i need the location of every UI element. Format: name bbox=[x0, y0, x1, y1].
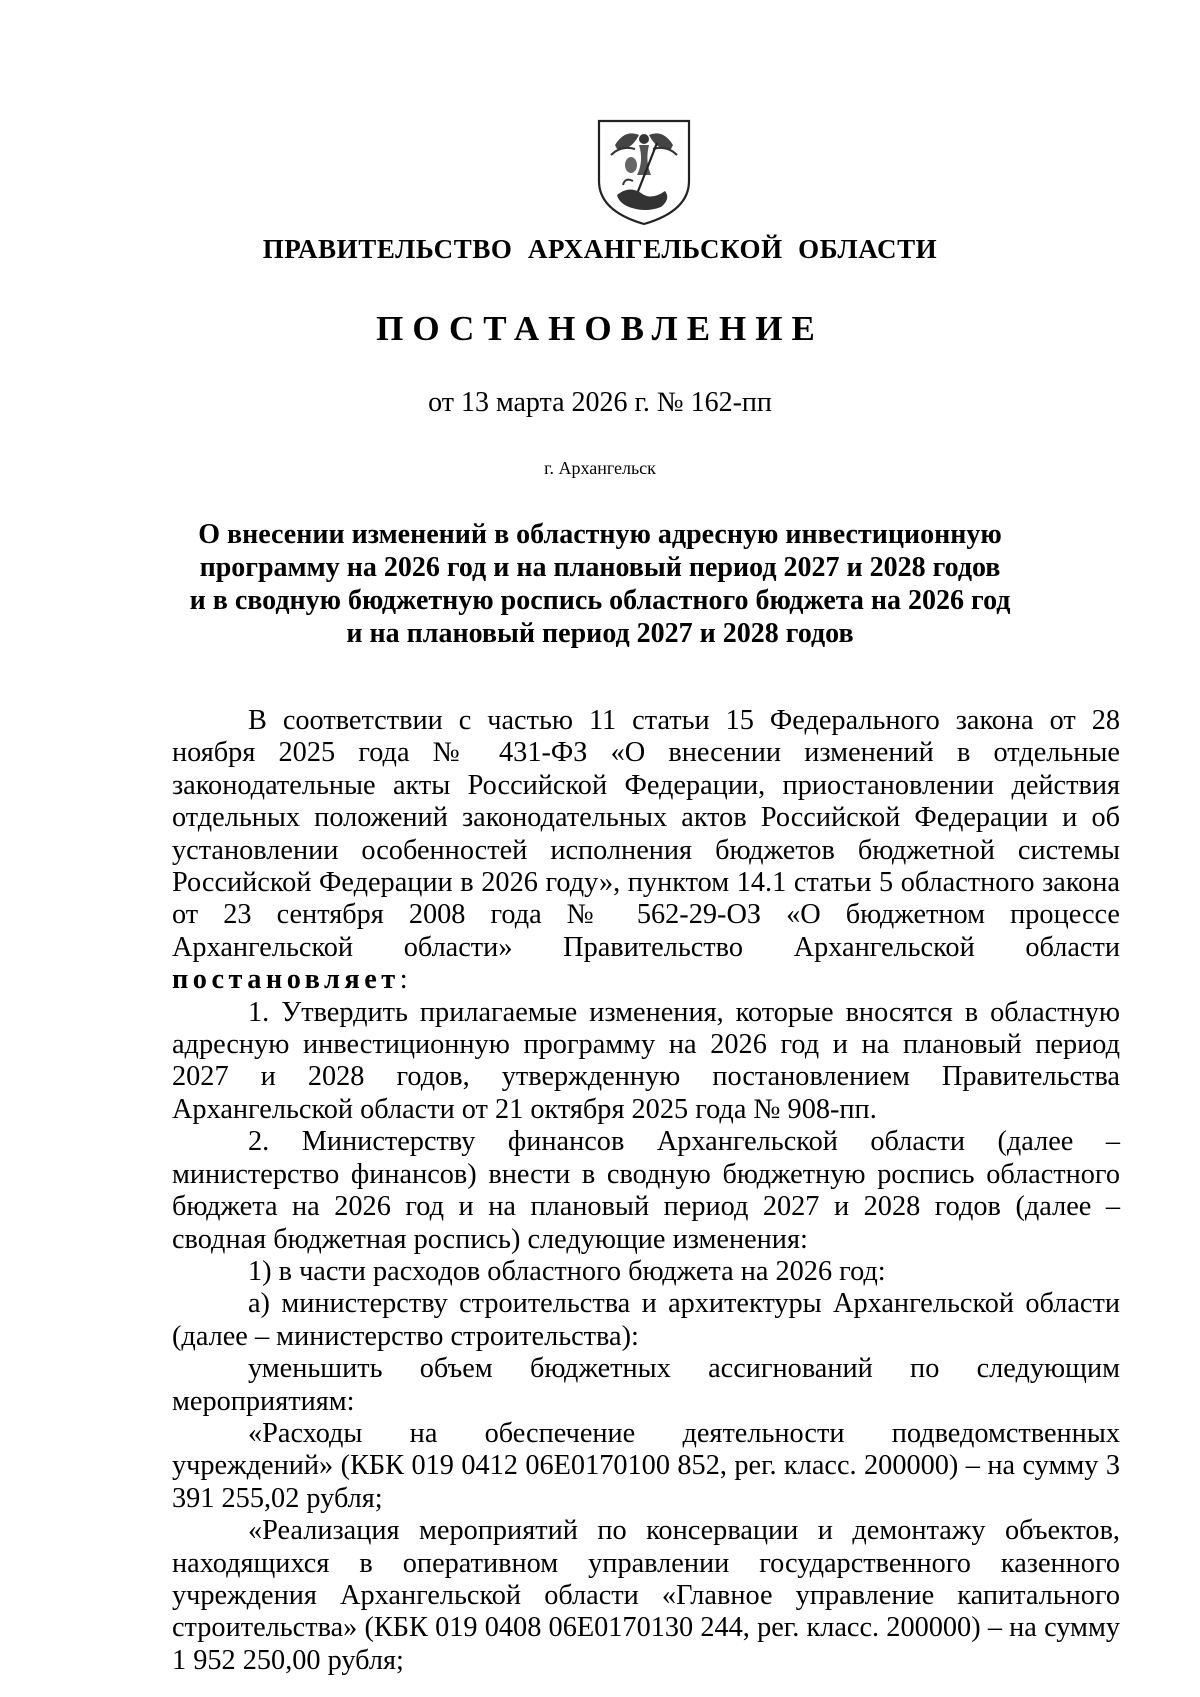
preamble-paragraph bbox=[172, 705, 1120, 997]
heading-line: и в сводную бюджетную роспись областного бюджета на 2026 год bbox=[189, 585, 1011, 616]
paragraph-item-2-1: 1) в части расходов областного бюджета на 2026 год: bbox=[248, 1255, 886, 1287]
arkhangelsk-coat-of-arms-icon bbox=[595, 115, 693, 227]
preamble-text: В соответствии с частью 11 статьи 15 Федерального закона от 28 ноября 2025 года № 431-ФЗ «О внесении изменений в отдельные законодательные акты Российской Федерации, приостановлении действия отдельных положений законодательных актов Российской Федерации и об установлении особенностей исполнения бюджетов бюджетной системы Российской Федерации в 2026 году», пунктом 14.1 статьи 5 областного закона от 23 сентября 2008 года № 562-29-ОЗ «О бюджетном процессе Архангельской области» Правительство Архангельской области bbox=[172, 705, 1120, 963]
document-heading bbox=[0, 518, 1200, 650]
government-title: ПРАВИТЕЛЬСТВО АРХАНГЕЛЬСКОЙ ОБЛАСТИ bbox=[262, 234, 938, 264]
paragraph-item-1: 1. Утвердить прилагаемые изменения, которые вносятся в областную адресную инвестиционную программу на 2026 год и на плановый период 2027 и 2028 годов, утвержденную постановлением Правительства Архангельской области от 21 октября 2025 года № 908-пп. bbox=[172, 996, 1120, 1125]
resolves-colon: : bbox=[399, 964, 408, 996]
paragraph-item-2: 2. Министерству финансов Архангельской области (далее – министерство финансов) внести в сводную бюджетную роспись областного бюджета на 2026 год и на плановый период 2027 и 2028 годов (далее – сводная бюджетная роспись) следующие изменения: bbox=[172, 1126, 1120, 1255]
paragraph-item-2-1-a: а) министерству строительства и архитектуры Архангельской области (далее – министерство строительства): bbox=[172, 1288, 1120, 1352]
document-body bbox=[172, 705, 1120, 1677]
heading-line: О внесении изменений в областную адресную инвестиционную bbox=[198, 519, 1002, 550]
document-type: ПОСТАНОВЛЕНИЕ bbox=[376, 309, 824, 348]
heading-line: программу на 2026 год и на плановый период 2027 и 2028 годов bbox=[199, 552, 1001, 583]
heading-line: и на плановый период 2027 и 2028 годов bbox=[346, 618, 854, 649]
document-city: г. Архангельск bbox=[544, 458, 656, 478]
document-date-number: от 13 марта 2026 г. № 162-пп bbox=[428, 387, 772, 418]
paragraph-measure-2: «Реализация мероприятий по консервации и демонтажу объектов, находящихся в оперативном управлении государственного казенного учреждения Архангельской области «Главное управление капитального строительства» (КБК 019 0408 06Е0170130 244, рег. класс. 200000) – на сумму 1 952 250,00 рубля; bbox=[172, 1515, 1120, 1676]
paragraph-decrease: уменьшить объем бюджетных ассигнований по следующим мероприятиям: bbox=[172, 1353, 1120, 1417]
resolves-word: постановляет bbox=[172, 964, 400, 996]
paragraph-measure-1: «Расходы на обеспечение деятельности подведомственных учреждений» (КБК 019 0412 06Е0170100 852, рег. класс. 200000) – на сумму 3 391 255,02 рубля; bbox=[172, 1417, 1120, 1514]
